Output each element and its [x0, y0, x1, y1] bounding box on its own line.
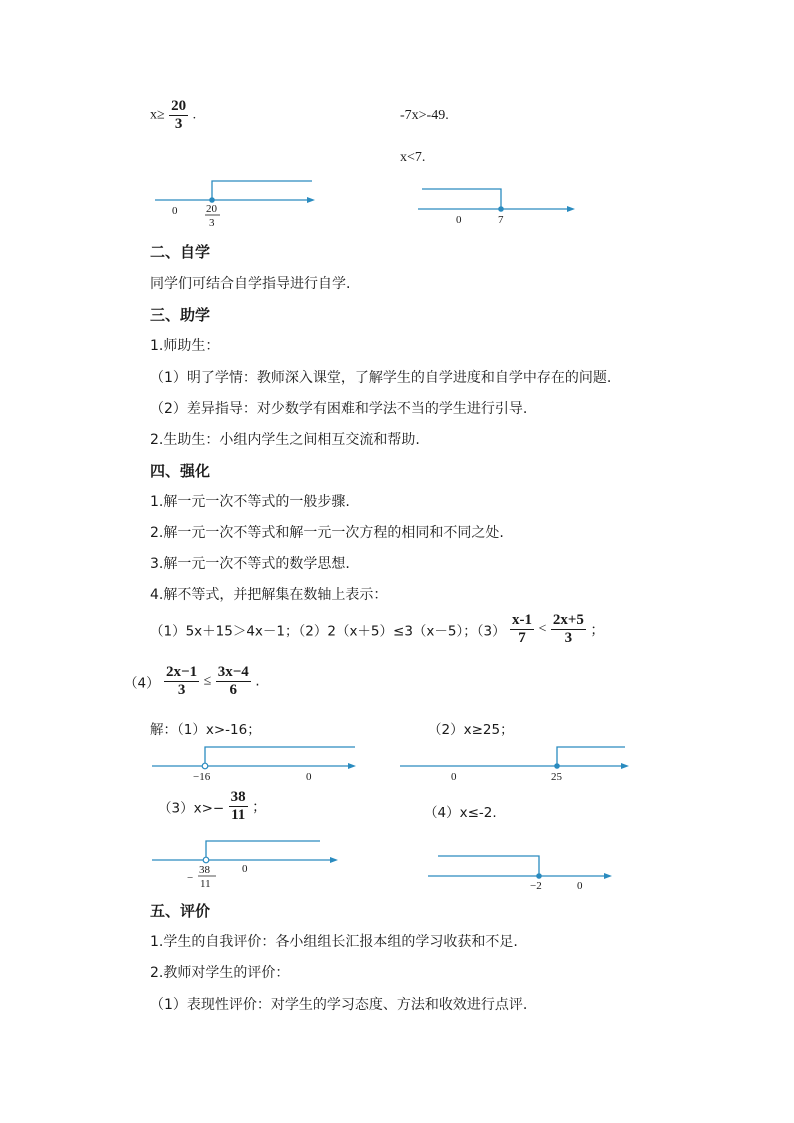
- solution-2: （2）x≥25；: [428, 722, 514, 738]
- fraction-denominator: 3: [177, 682, 186, 698]
- tick-label-0: 0: [306, 771, 312, 783]
- hollow-point: [203, 857, 209, 863]
- axis-arrow-icon: [330, 857, 338, 863]
- operator: ≤: [203, 673, 212, 689]
- number-line-x-geq-20-3: [150, 172, 325, 234]
- solution-bracket: [557, 747, 625, 766]
- tick-label-25: 25: [551, 771, 562, 783]
- paragraph: 2.解一元一次不等式和解一元一次方程的相同和不同之处.: [150, 525, 504, 541]
- question-4: [124, 664, 260, 699]
- paragraph: 1.解一元一次不等式的一般步骤.: [150, 494, 350, 510]
- solid-point: [536, 873, 542, 879]
- fraction-numerator: x-1: [512, 612, 533, 628]
- fraction-x-1-7: [510, 612, 534, 647]
- section-heading-reinforce: 四、强化: [150, 462, 211, 480]
- axis-arrow-icon: [348, 763, 356, 769]
- tick-frac-num: 20: [206, 203, 217, 215]
- semicolon: ；: [252, 799, 267, 816]
- fraction-2x-1-3: [164, 664, 199, 699]
- tick-frac-num: 38: [199, 864, 210, 876]
- axis-arrow-icon: [307, 197, 315, 203]
- ineq-period: .: [192, 107, 197, 123]
- number-line-x-leq-neg2: [426, 848, 621, 892]
- ineq-prefix: x≥: [150, 107, 165, 123]
- section-heading-evaluation: 五、评价: [150, 902, 211, 920]
- questions-text: （1）5x＋15＞4x－1；（2）2（x＋5）≤3（x－5）；（3）: [150, 623, 506, 640]
- solution-1: 解：（1）x>-16；: [150, 722, 261, 738]
- solution-4: （4）x≤-2.: [424, 805, 497, 821]
- fraction-38-11: [229, 789, 248, 824]
- fraction-denominator: 11: [231, 807, 246, 823]
- semicolon: ；: [590, 622, 605, 639]
- axis-arrow-icon: [604, 873, 612, 879]
- solution-3-prefix: （3）x>−: [158, 800, 225, 817]
- paragraph: （2）差异指导：对少数学有困难和学法不当的学生进行引导.: [150, 401, 528, 417]
- number-line-x-gt-neg16: [150, 742, 365, 784]
- tick-label-0: 0: [456, 214, 462, 226]
- fraction-numerator: 2x−1: [166, 664, 198, 680]
- ineq-x-lt-7: x<7.: [400, 150, 426, 165]
- fraction-denominator: 3: [564, 630, 573, 646]
- tick-label-neg2: −2: [530, 880, 542, 892]
- section-heading-self-study: 二、自学: [150, 243, 211, 261]
- hollow-point: [202, 763, 208, 769]
- number-line-x-lt-7: [415, 178, 585, 230]
- paragraph: （1）明了学情：教师深入课堂，了解学生的自学进度和自学中存在的问题.: [150, 370, 612, 386]
- solid-point: [209, 197, 215, 203]
- section-heading-assist: 三、助学: [150, 306, 211, 324]
- fraction-numerator: 20: [171, 98, 187, 114]
- paragraph: 1.师助生：: [150, 338, 220, 354]
- solid-point: [498, 206, 504, 212]
- tick-frac-den: 11: [200, 878, 211, 890]
- solution-bracket: [206, 841, 320, 860]
- fraction-numerator: 2x+5: [552, 612, 584, 628]
- tick-label-neg16: −16: [193, 771, 211, 783]
- number-line-x-gt-neg38-11: [150, 836, 345, 892]
- fraction-denominator: 7: [518, 630, 526, 646]
- tick-frac-den: 3: [209, 217, 215, 229]
- number-line-x-geq-25: [398, 742, 633, 784]
- solid-point: [554, 763, 560, 769]
- ineq-neg7x: -7x>-49.: [400, 108, 449, 123]
- tick-label-0: 0: [172, 205, 178, 217]
- paragraph: （1）表现性评价：对学生的学习态度、方法和收效进行点评.: [150, 997, 528, 1013]
- fraction-denominator: 3: [174, 116, 183, 132]
- solution-bracket: [422, 189, 501, 209]
- paragraph: 同学们可结合自学指导进行自学.: [150, 276, 351, 292]
- solution-3: [158, 789, 266, 824]
- fraction-denominator: 6: [229, 682, 237, 698]
- solution-bracket: [205, 747, 355, 766]
- fraction-numerator: 3x−4: [217, 664, 249, 680]
- period: .: [255, 673, 260, 690]
- paragraph: 2.生助生：小组内学生之间相互交流和帮助.: [150, 432, 420, 448]
- fraction-2x-5-3: [551, 612, 586, 647]
- paragraph: 3.解一元一次不等式的数学思想.: [150, 556, 350, 572]
- tick-label-0: 0: [577, 880, 583, 892]
- fraction-20-3: [169, 98, 188, 133]
- tick-label-0: 0: [242, 863, 248, 875]
- paragraph: 2.教师对学生的评价：: [150, 965, 290, 981]
- tick-label-0: 0: [451, 771, 457, 783]
- solution-bracket: [212, 181, 312, 200]
- axis-arrow-icon: [567, 206, 575, 212]
- operator: <: [538, 621, 547, 637]
- solution-bracket: [438, 856, 539, 876]
- axis-arrow-icon: [621, 763, 629, 769]
- questions-line: [150, 612, 604, 647]
- question-label: （4）: [124, 675, 160, 692]
- paragraph: 4.解不等式，并把解集在数轴上表示：: [150, 587, 388, 603]
- tick-neg-sign: −: [187, 872, 194, 884]
- fraction-numerator: 38: [230, 789, 246, 805]
- paragraph: 1.学生的自我评价：各小组组长汇报本组的学习收获和不足.: [150, 934, 518, 950]
- tick-label-7: 7: [498, 214, 504, 226]
- fraction-3x-4-6: [216, 664, 251, 699]
- ineq-x-geq-20-3: [150, 98, 196, 133]
